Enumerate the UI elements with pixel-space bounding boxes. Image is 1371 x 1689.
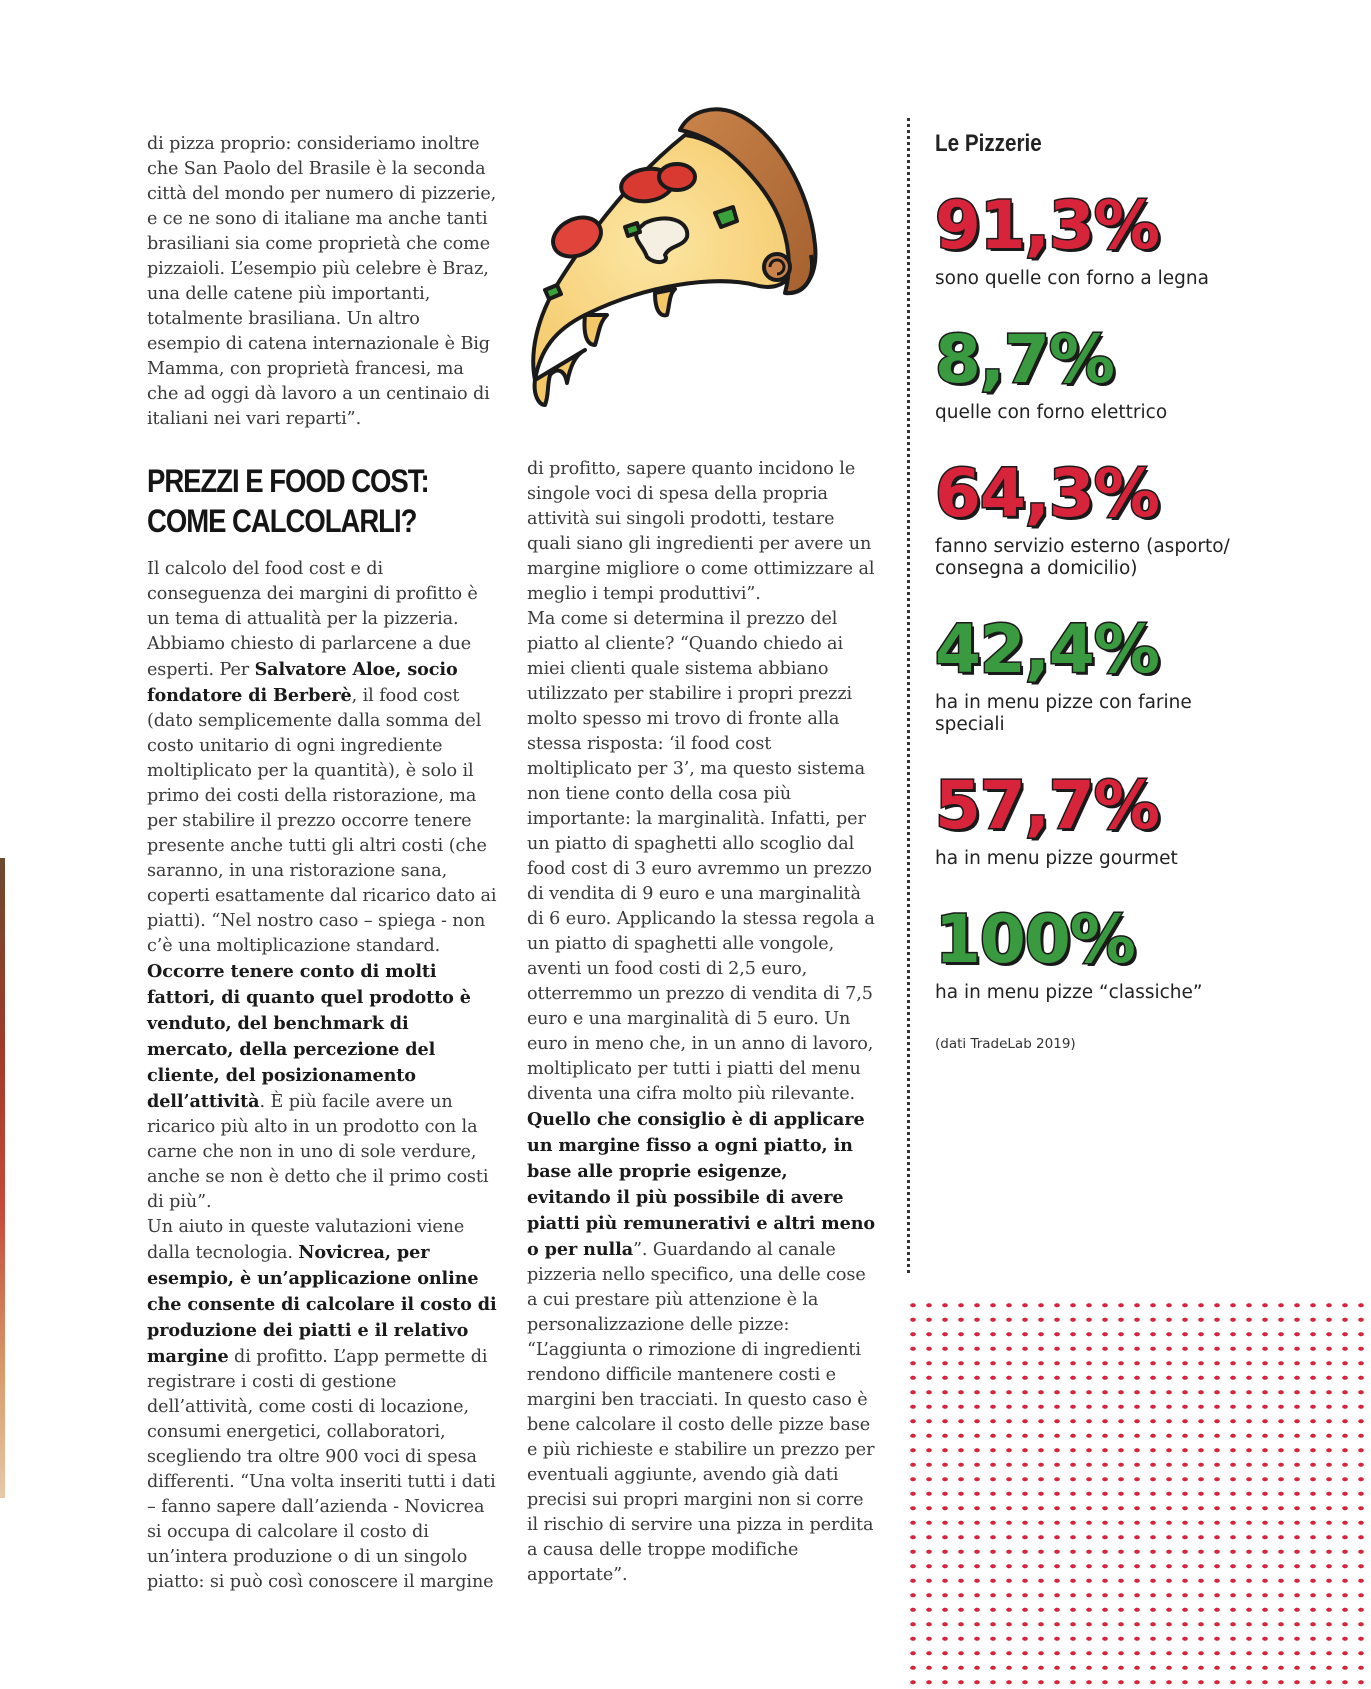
stat-item (935, 766, 1265, 870)
stat-value: 64,3% (935, 455, 1159, 532)
red-dot-pattern (905, 1298, 1371, 1689)
stat-item (935, 610, 1265, 736)
data-source-note: (dati TradeLab 2019) (935, 1036, 1076, 1052)
text-run: Ma come si determina il prezzo del piatto al cliente? “Quando chiedo ai miei clienti quale sistema abbiano utilizzato per stabilire i propri prezzi molto spesso mi trovo di fronte alla stessa risposta: ‘il food cost moltiplicato per 3’, ma questo sistema non tiene conto della cosa più importante: la marginalità. Infatti, per un piatto di spaghetti allo scoglio dal food cost di 3 euro avremmo un prezzo di vendita di 9 euro e una marginalità di 6 euro. Applicando la stessa regola a un piatto di spaghetti alle vongole, aventi un food costi di 2,5 euro, otterremmo un prezzo di vendita di 7,5 euro e una marginalità di 5 euro. Un euro in meno che, in un anno di lavoro, moltiplicato per tutti i piatti del menu diventa una cifra molto più rilevante. (527, 609, 875, 1104)
stat-item (935, 454, 1265, 580)
paragraph: di profitto, sapere quanto incidono le singole voci di spesa della propria attività sui singoli prodotti, testare quali siano gli ingredienti per avere un margine migliore o come ottimizzare al meglio i tempi produttivi”. (527, 459, 875, 604)
text-run: Un aiuto in queste valutazioni viene dalla tecnologia. (147, 1217, 465, 1263)
article-column-2 (527, 457, 877, 1588)
text-run: . È più facile avere un ricarico più alto in un prodotto con la carne che non in uno di sole verdure, anche se non è detto che il primo costi di più”. (147, 1092, 489, 1212)
stat-item (935, 320, 1265, 424)
pizza-slice-illustration (515, 105, 870, 415)
article-column-1 (147, 557, 497, 1595)
stat-value: 57,7% (935, 767, 1159, 844)
text-run: , il food cost (dato semplicemente dalla somma del costo unitario di ogni ingrediente moltiplicato per la quantità), è solo il primo dei costi della ristorazione, ma per stabilire il prezzo occorre tenere presente anche tutti gli altri costi (che saranno, in una ristorazione sana, coperti esattamente dal ricarico dato ai piatti). “Nel nostro caso – spiega - non c’è una moltiplicazione standard. (147, 686, 497, 956)
stat-label: sono quelle con forno a legna (935, 268, 1209, 289)
stat-label: ha in menu pizze gourmet (935, 848, 1178, 869)
paragraph (147, 1215, 497, 1595)
text-run: ”. Guardando al canale pizzeria nello specifico, una delle cose a cui prestare più attenzione è la personalizzazione delle pizze: “L’aggiunta o rimozione di ingredienti rendono difficile mantenere costi e margini ben tracciati. In questo caso è bene calcolare il costo delle pizze base e più richieste e stabilire un prezzo per eventuali aggiunte, avendo già dati precisi sui propri margini non si corre il rischio di servire una pizza in perdita a causa delle troppe modifiche apportate”. (527, 1240, 875, 1585)
bold-run: Occorre tenere conto di molti fattori, di quanto quel prodotto è venduto, del benchmark di mercato, della percezione del cliente, del posizionamento dell’attività (147, 961, 471, 1112)
sidebar-title: Le Pizzerie (935, 130, 1042, 157)
stat-label: quelle con forno elettrico (935, 402, 1168, 423)
paragraph (527, 607, 877, 1588)
text-run: Il calcolo del food cost e di conseguenza dei margini di profitto è un tema di attualità per la pizzeria. Abbiamo chiesto di parlarcene a due esperti. Per (147, 559, 478, 680)
stat-label: fanno servizio esterno (asporto/ consegna a domicilio) (935, 536, 1230, 579)
paragraph: di pizza proprio: consideriamo inoltre che San Paolo del Brasile è la seconda città del mondo per numero di pizzerie, e ce ne sono di italiane ma anche tanti brasiliani sia come proprietà che come pizzaioli. L’esempio più celebre è Braz, una delle catene più importanti, totalmente brasiliana. Un altro esempio di catena internazionale è Big Mamma, con proprietà francesi, ma che ad oggi dà lavoro a un centinaio di italiani nei vari reparti”. (147, 134, 497, 429)
article-column-1-intro (147, 132, 497, 432)
stat-value: 100% (935, 901, 1135, 978)
stat-item (935, 900, 1265, 1004)
bold-run: Novicrea, per esempio, è un’applicazione online che consente di calcolare il costo di produzione dei piatti e il relativo margine (147, 1242, 497, 1367)
stat-item (935, 186, 1265, 290)
paragraph (147, 557, 497, 1215)
stat-label: ha in menu pizze “classiche” (935, 982, 1203, 1003)
stat-value: 91,3% (935, 187, 1159, 264)
bold-run: Salvatore Aloe, socio fondatore di Berberè (147, 659, 458, 706)
text-run: di profitto. L’app permette di registrare i costi di gestione dell’attività, come costi di locazione, consumi energetici, collaboratori, scegliendo tra oltre 900 voci di spesa differenti. “Una volta inseriti tutti i dati – fanno sapere dall’azienda - Novicrea si occupa di calcolare il costo di un’intera produzione o di un singolo piatto: si può così conoscere il margine (147, 1347, 496, 1592)
stat-value: 8,7% (935, 321, 1115, 398)
stat-label: ha in menu pizze con farine speciali (935, 692, 1192, 735)
stat-value: 42,4% (935, 611, 1159, 688)
section-heading: PREZZI E FOOD COST: COME CALCOLARLI? (147, 463, 429, 539)
stats-sidebar (935, 130, 1265, 1052)
bold-run: Quello che consiglio è di applicare un margine fisso a ogni piatto, in base alle proprie esigenze, evitando il più possibile di avere piatti più remunerativi e altri meno o per nulla (527, 1109, 876, 1260)
sidebar-divider (907, 118, 910, 1273)
edge-photo-strip (0, 858, 5, 1498)
